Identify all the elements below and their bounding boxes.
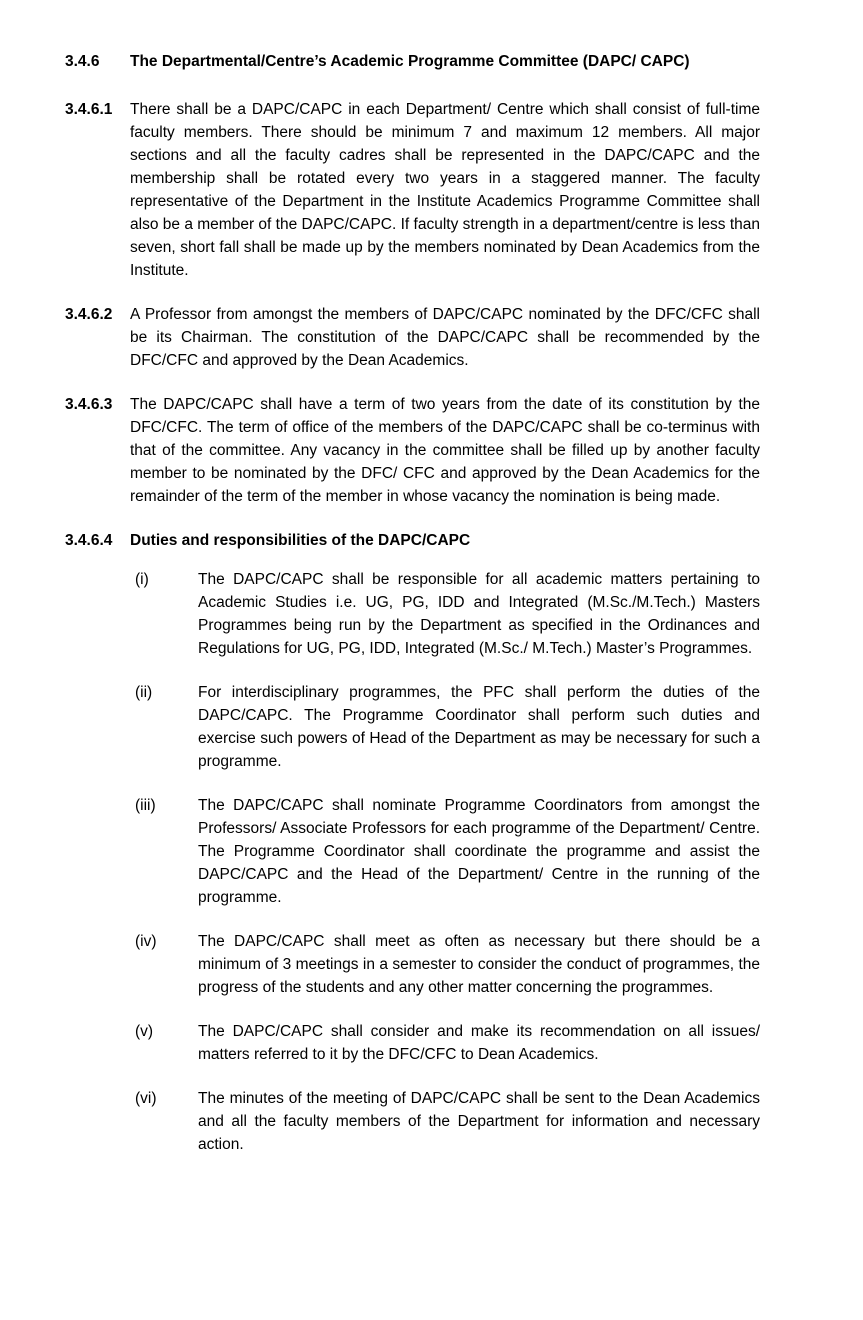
list-text: The DAPC/CAPC shall meet as often as necessary but there should be a minimum of 3 meetings in a semester to consider the conduct of programmes, the progress of the students and any other matter concerning the programmes. <box>198 933 760 996</box>
list-marker: (i) <box>135 571 149 588</box>
paragraph-number: 3.4.6.3 <box>65 396 113 413</box>
list-item <box>135 681 760 773</box>
list-marker: (vi) <box>135 1090 157 1107</box>
list-text: For interdisciplinary programmes, the PFC shall perform the duties of the DAPC/CAPC. The Programme Coordinator shall perform such duties and exercise such powers of Head of the Department as may be necessary for such a programme. <box>198 684 760 770</box>
list-text: The DAPC/CAPC shall nominate Programme Coordinators from amongst the Professors/ Associate Professors for each programme of the Department/ Centre. The Programme Coordinator shall coordinate the programme and assist the DAPC/CAPC and the Head of the Department/ Centre in the running of the programme. <box>198 797 760 906</box>
paragraph <box>65 303 760 372</box>
list-marker: (iv) <box>135 933 157 950</box>
subsection-heading <box>65 529 760 552</box>
paragraph-number: 3.4.6.1 <box>65 101 113 118</box>
section-number: 3.4.6 <box>65 53 100 70</box>
paragraph-text: The DAPC/CAPC shall have a term of two years from the date of its constitution by the DFC/CFC. The term of office of the members of the DAPC/CAPC shall be co-terminus with that of the committee. Any vacancy in the committee shall be filled up by another faculty member to be nominated by the DFC/ CFC and approved by the Dean Academics for the remainder of the term of the member in whose vacancy the nomination is being made. <box>130 396 760 505</box>
section-title: The Departmental/Centre’s Academic Programme Committee (DAPC/ CAPC) <box>130 53 690 70</box>
list-marker: (v) <box>135 1023 154 1040</box>
paragraph <box>65 393 760 508</box>
list-text: The DAPC/CAPC shall consider and make its recommendation on all issues/ matters referred to it by the DFC/CFC to Dean Academics. <box>198 1023 760 1063</box>
list-item <box>135 1087 760 1156</box>
paragraph-text: There shall be a DAPC/CAPC in each Department/ Centre which shall consist of full-time faculty members. There should be minimum 7 and maximum 12 members. All major sections and all the faculty cadres shall be represented in the DAPC/CAPC and the membership shall be rotated every two years in a staggered manner. The faculty representative of the Department in the Institute Academics Programme Committee shall also be a member of the DAPC/CAPC. If faculty strength in a department/centre is less than seven, short fall shall be made up by the members nominated by Dean Academics from the Institute. <box>130 101 760 279</box>
list-item <box>135 1020 760 1066</box>
list-item <box>135 568 760 660</box>
paragraph-number: 3.4.6.2 <box>65 306 113 323</box>
list-marker: (ii) <box>135 684 153 701</box>
paragraph-text: A Professor from amongst the members of DAPC/CAPC nominated by the DFC/CFC shall be its Chairman. The constitution of the DAPC/CAPC shall be recommended by the DFC/CFC and approved by the Dean Academics. <box>130 306 760 369</box>
list-marker: (iii) <box>135 797 156 814</box>
list-text: The DAPC/CAPC shall be responsible for all academic matters pertaining to Academic Studies i.e. UG, PG, IDD and Integrated (M.Sc./M.Tech.) Masters Programmes being run by the Department as specified in the Ordinances and Regulations for UG, PG, IDD, Integrated (M.Sc./ M.Tech.) Master’s Programmes. <box>198 571 760 657</box>
paragraph <box>65 98 760 282</box>
subsection-number: 3.4.6.4 <box>65 532 113 549</box>
subsection-title: Duties and responsibilities of the DAPC/CAPC <box>130 532 471 549</box>
section-heading <box>65 50 760 73</box>
list-text: The minutes of the meeting of DAPC/CAPC shall be sent to the Dean Academics and all the faculty members of the Department for information and necessary action. <box>198 1090 760 1153</box>
list-item <box>135 794 760 909</box>
list-item <box>135 930 760 999</box>
